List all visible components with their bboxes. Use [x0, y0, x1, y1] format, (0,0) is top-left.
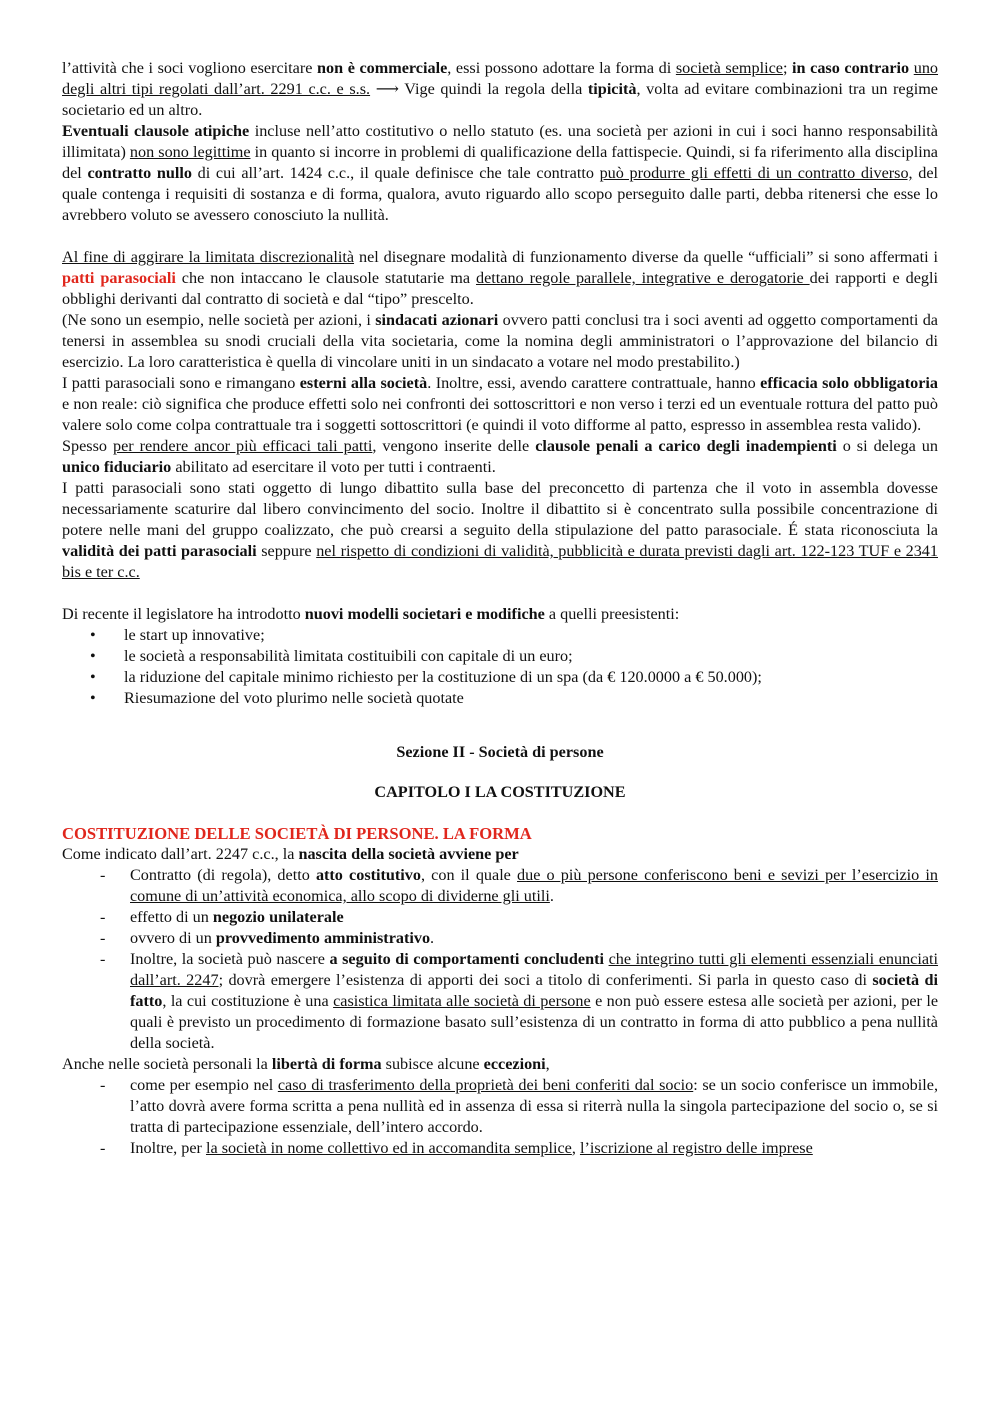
section-gap: [62, 803, 938, 823]
bold-text: società di fatto: [130, 971, 938, 1010]
list-item: - effetto di un negozio unilaterale: [62, 907, 938, 928]
underlined-text: l’iscrizione al registro delle imprese: [579, 1139, 813, 1157]
paragraph-nascita: Come indicato dall’art. 2247 c.c., la nascita della società avviene per: [62, 845, 519, 863]
paragraph-tipicita: l’attività che i soci vogliono esercitare non è commerciale, essi possono adottare la forma di società semplice; in caso contrario uno degli altri tipi regolati dall’art. 2291 c.c. e s.s. ⟶ Vige quindi la regola della tipicità, volta ad evitare combinazioni tra un regime societario ed un altro.: [62, 59, 939, 119]
underlined-text: due o più persone conferiscono beni e sevizi per l’esercizio in comune di un’attività economica, allo scopo di dividerne gli utili: [130, 866, 938, 905]
underlined-text: società semplice: [675, 59, 783, 77]
paragraph-esterni: I patti parasociali sono e rimangano esterni alla società. Inoltre, essi, avendo carattere contrattuale, hanno efficacia solo obbligatoria e non reale: ciò significa che produce effetti solo nei confronti dei sottoscrittori e non verso i terzi ed un eventuale rottura del patto può valere solo come colpa contrattuale tra i soggetti sottoscrittori (e quindi il voto difforme al patto, espresso in assemblea resta valido).: [62, 374, 939, 434]
bold-text: clausole penali a carico degli inadempienti: [535, 437, 837, 455]
bold-text: provvedimento amministrativo: [215, 929, 431, 947]
list-item: • la riduzione del capitale minimo richiesto per la costituzione di un spa (da € 120.0000 a € 50.000);: [62, 667, 938, 688]
bold-text: unico fiduciario: [62, 458, 172, 476]
bold-text: a seguito di comportamenti concludenti: [329, 950, 604, 968]
bold-text: contratto nullo: [87, 164, 193, 182]
paragraph-dibattito: I patti parasociali sono stati oggetto di lungo dibattito sulla base del preconcetto di partenza che il voto in assembla dovesse necessariamente scaturire dal libero convincimento del socio. Inoltre il dibattito si è concentrato sulla possibile concentrazione di potere nelle mani del gruppo coalizzato, che può crearsi a seguito della stipulazione del patto parasociale. É stata riconosciuta la validità dei patti parasociali seppure nel rispetto di condizioni di validità, pubblicità e durata previsti dagli art. 122-123 TUF e 2341 bis e ter c.c.: [62, 479, 938, 581]
list-item: • Riesumazione del voto plurimo nelle società quotate: [62, 688, 938, 709]
underlined-text: non sono legittime: [129, 143, 251, 161]
paragraph-clausole-penali: Spesso per rendere ancor più efficaci tali patti, vengono inserite delle clausole penali a carico degli inadempienti o si delega un unico fiduciario abilitato ad esercitare il voto per tutti i contraenti.: [62, 437, 938, 476]
bold-text: libertà di forma: [271, 1055, 382, 1073]
bold-text: validità dei patti parasociali: [62, 542, 257, 560]
bold-text: efficacia solo obbligatoria: [760, 374, 939, 392]
paragraph-eccezioni: Anche nelle società personali la libertà di forma subisce alcune eccezioni,: [62, 1055, 550, 1073]
underlined-text: per rendere ancor più efficaci tali patti: [112, 437, 373, 455]
bold-text: atto costitutivo: [315, 866, 421, 884]
bold-text: in caso contrario: [792, 59, 910, 77]
underlined-text: può produrre gli effetti di un contratto diverso,: [599, 164, 913, 182]
bullet-list: [62, 625, 938, 709]
list-item: - Inoltre, per la società in nome collettivo ed in accomandita semplice, l’iscrizione al registro delle imprese: [62, 1138, 938, 1159]
bold-text: negozio unilaterale: [212, 908, 344, 926]
bold-text: esterni alla società: [299, 374, 428, 392]
document-page: [62, 58, 938, 1159]
list-item: - ovvero di un provvedimento amministrativo.: [62, 928, 938, 949]
section-gap: [62, 763, 938, 782]
section-heading: COSTITUZIONE DELLE SOCIETÀ DI PERSONE. LA FORMA: [62, 824, 532, 843]
list-item: - Inoltre, la società può nascere a seguito di comportamenti concludenti che integrino tutti gli elementi essenziali enunciati dall’art. 2247; dovrà emergere l’esistenza di apporti dei soci a titolo di conferimenti. Si parla in questo caso di società di fatto, la cui costituzione è una casistica limitata alle società di persone e non può essere estesa alle società per azioni, per le quali è previsto un procedimento di formazione basato sull’esistenza di un contratto in forma di atto pubblico a pena nullità della società.: [62, 949, 938, 1054]
bold-text: nascita della società avviene per: [298, 845, 519, 863]
bold-text: sindacati azionari: [375, 311, 499, 329]
dash-list: [62, 1075, 938, 1159]
underlined-text: che integrino tutti gli elementi essenziali enunciati dall’art. 2247: [130, 950, 939, 989]
underlined-text: uno degli altri tipi regolati dall’art. 2291 c.c. e s.s.: [62, 59, 939, 98]
underlined-text: casistica limitata alle società di persone: [333, 992, 591, 1010]
bold-text: non è commerciale: [317, 59, 448, 77]
bold-text: tipicità: [587, 80, 637, 98]
highlight-red-text: patti parasociali: [62, 269, 176, 287]
underlined-text: dettano regole parallele, integrative e derogatorie: [475, 269, 810, 287]
bold-text: Eventuali clausole atipiche: [62, 122, 250, 140]
paragraph-patti-parasociali: Al fine di aggirare la limitata discrezionalità nel disegnare modalità di funzionamento diverse da quelle “ufficiali” si sono affermati i patti parasociali che non intaccano le clausole statutarie ma dettano regole parallele, integrative e derogatorie dei rapporti e degli obblighi derivanti dal contratto di società e dal “tipo” prescelto.: [62, 248, 938, 308]
paragraph-nuovi-modelli: Di recente il legislatore ha introdotto nuovi modelli societari e modifiche a quelli preesistenti:: [62, 605, 680, 623]
bold-text: nuovi modelli societari e modifiche: [304, 605, 545, 623]
section-title: Sezione II - Società di persone: [396, 743, 604, 761]
list-item: - Contratto (di regola), detto atto costitutivo, con il quale due o più persone conferiscono beni e sevizi per l’esercizio in comune di un’attività economica, allo scopo di dividerne gli utili.: [62, 865, 938, 907]
paragraph-sindacati-azionari: (Ne sono un esempio, nelle società per azioni, i sindacati azionari ovvero patti conclusi tra i soci aventi ad oggetto comportamenti da tenersi in assemblea su snodi cruciali della vita societaria, come la nomina degli amministratori o l’approvazione del bilancio di esercizio. La loro caratteristica è quella di vincolare uniti in un sindacato a votare nel modo prestabilito.): [62, 311, 938, 371]
underlined-text: la società in nome collettivo ed in accomandita semplice: [205, 1139, 572, 1157]
bold-text: eccezioni: [483, 1055, 546, 1073]
underlined-text: caso di trasferimento della proprietà dei beni conferiti dal socio: [277, 1076, 694, 1094]
paragraph-gap: [62, 583, 938, 604]
paragraph-clausole-atipiche: Eventuali clausole atipiche incluse nell’atto costitutivo o nello statuto (es. una società per azioni in cui i soci hanno responsabilità illimitata) non sono legittime in quanto si incorre in problemi di qualificazione della fattispecie. Quindi, si fa riferimento alla disciplina del contratto nullo di cui all’art. 1424 c.c., il quale definisce che tale contratto può produrre gli effetti di un contratto diverso, del quale contenga i requisiti di sostanza e di forma, qualora, avuto riguardo allo scopo perseguito dalle parti, debba ritenersi che esse lo avrebbero voluto se avessero conosciuto la nullità.: [62, 122, 939, 224]
list-item: • le start up innovative;: [62, 625, 938, 646]
chapter-title: CAPITOLO I LA COSTITUZIONE: [374, 783, 626, 801]
section-gap: [62, 709, 938, 742]
underlined-text: nel rispetto di condizioni di validità, pubblicità e durata previsti dagli art. 122-123 TUF e 2341 bis e ter c.c.: [62, 542, 938, 581]
dash-list: [62, 865, 938, 1054]
paragraph-gap: [62, 226, 938, 247]
list-item: - come per esempio nel caso di trasferimento della proprietà dei beni conferiti dal socio: se un socio conferisce un immobile, l’atto dovrà avere forma scritta a pena nullità ed in assenza di essa si riterrà nulla la singola partecipazione del socio o, se si tratta di partecipazione essenziale, dell’intero accordo.: [62, 1075, 938, 1138]
list-item: • le società a responsabilità limitata costituibili con capitale di un euro;: [62, 646, 938, 667]
underlined-text: Al fine di aggirare la limitata discrezionalità: [62, 248, 355, 266]
